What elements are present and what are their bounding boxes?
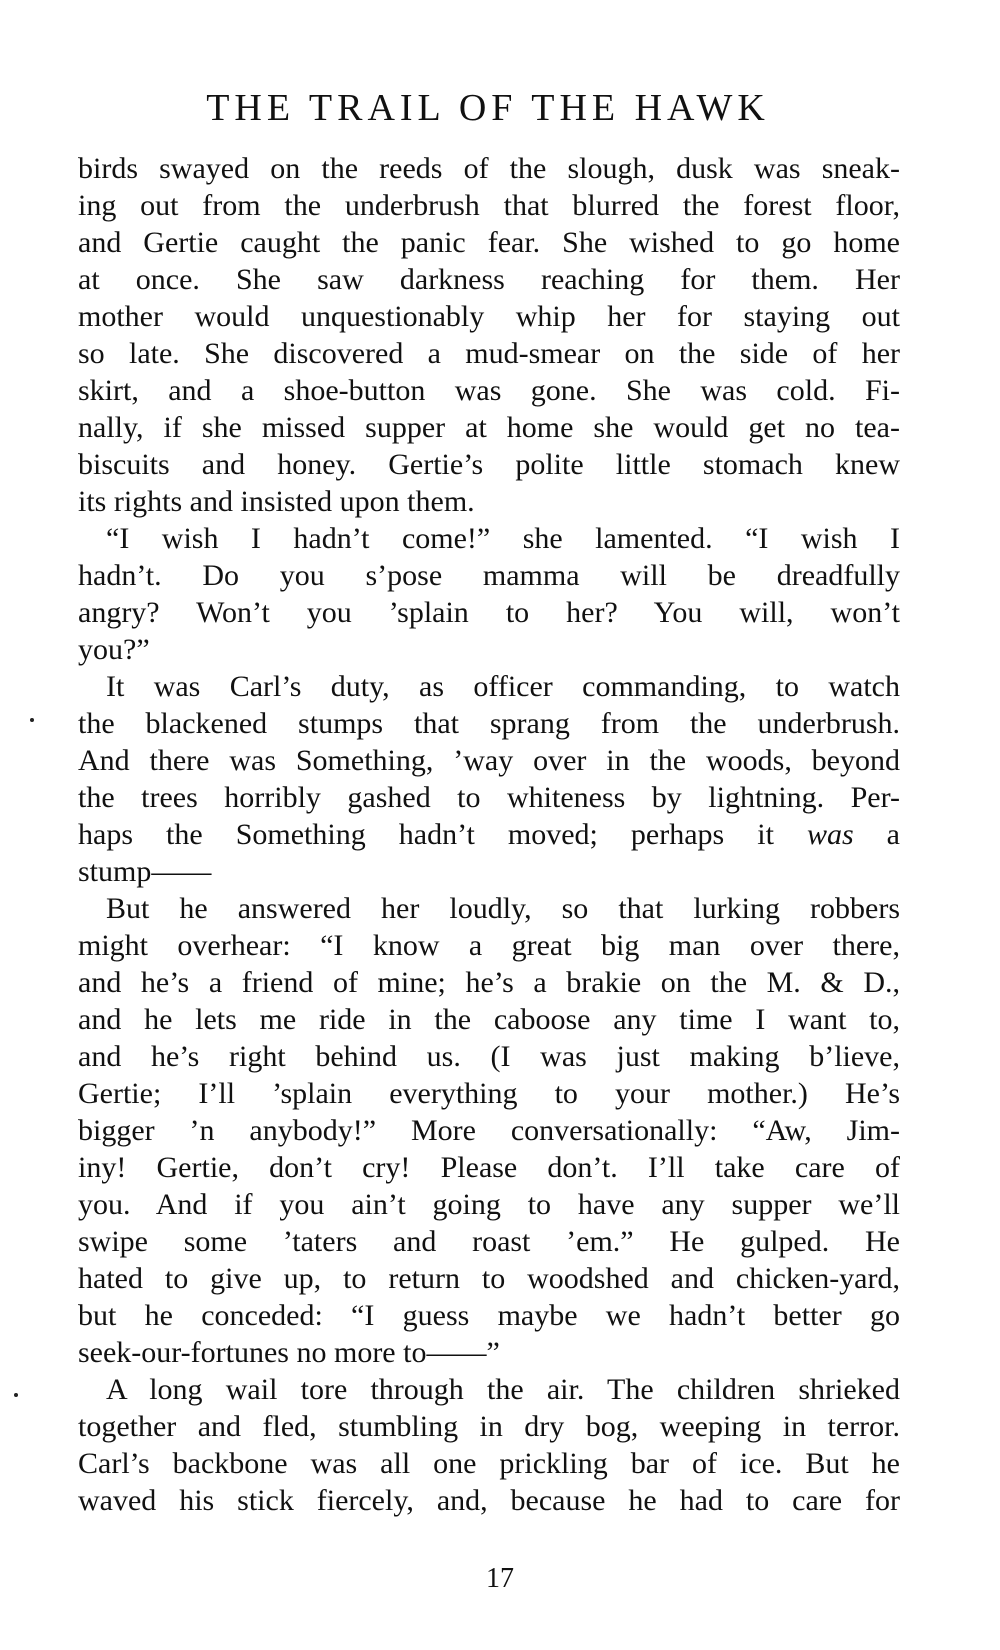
page-number: 17 [486, 1563, 514, 1594]
text-line: seek-our-fortunes no more to——” [78, 1336, 500, 1369]
text-line: its rights and insisted upon them. [78, 485, 475, 518]
paragraph-start-line: It was Carl’s duty, as officer commanding, to watch [106, 670, 900, 703]
text-line: the trees horribly gashed to whiteness by lightning. Per- [78, 781, 900, 814]
text-line: hadn’t. Do you s’pose mamma will be dreadfully [78, 559, 900, 592]
text-line: so late. She discovered a mud-smear on the side of her [78, 337, 900, 370]
text-line: together and fled, stumbling in dry bog, weeping in terror. [78, 1410, 900, 1443]
text-line: swipe some ’taters and roast ’em.” He gulped. He [78, 1225, 900, 1258]
text-line: you. And if you ain’t going to have any supper we’ll [78, 1188, 900, 1221]
text-line: iny! Gertie, don’t cry! Please don’t. I’ll take care of [78, 1151, 900, 1184]
text-line: nally, if she missed supper at home she would get no tea- [78, 411, 900, 444]
emphasis-word: was [806, 818, 854, 851]
text-line: and Gertie caught the panic fear. She wished to go home [78, 226, 900, 259]
text-line: biscuits and honey. Gertie’s polite little stomach knew [78, 448, 900, 481]
text-line: waved his stick fiercely, and, because he had to care for [78, 1484, 900, 1517]
text-line: skirt, and a shoe-button was gone. She was cold. Fi- [78, 374, 900, 407]
text-line: and he’s a friend of mine; he’s a brakie on the M. & D., [78, 966, 900, 999]
scan-speck [14, 1393, 18, 1397]
text-line: and he’s right behind us. (I was just making b’lieve, [78, 1040, 900, 1073]
scan-speck [30, 718, 34, 722]
text-line: And there was Something, ’way over in the woods, beyond [78, 744, 900, 777]
paragraph-start-line: A long wail tore through the air. The children shrieked [106, 1373, 900, 1406]
text-line: bigger ’n anybody!” More conversationally: “Aw, Jim- [78, 1114, 900, 1147]
text-line: but he conceded: “I guess maybe we hadn’t better go [78, 1299, 900, 1332]
text-line: at once. She saw darkness reaching for them. Her [78, 263, 900, 296]
text-line: haps the Something hadn’t moved; perhaps it was a [78, 818, 900, 851]
text-line: you?” [78, 633, 150, 666]
text-line: hated to give up, to return to woodshed and chicken-yard, [78, 1262, 900, 1295]
text-line: birds swayed on the reeds of the slough, dusk was sneak- [78, 152, 900, 185]
text-line: angry? Won’t you ’splain to her? You will, won’t [78, 596, 900, 629]
running-head-title: THE TRAIL OF THE HAWK [206, 87, 770, 129]
paragraph-start-line: But he answered her loudly, so that lurking robbers [106, 892, 900, 925]
text-line: the blackened stumps that sprang from the underbrush. [78, 707, 900, 740]
text-line: ing out from the underbrush that blurred the forest floor, [78, 189, 900, 222]
text-line: Gertie; I’ll ’splain everything to your mother.) He’s [78, 1077, 900, 1110]
text-line: mother would unquestionably whip her for staying out [78, 300, 900, 333]
body-text [78, 150, 900, 1519]
text-line: and he lets me ride in the caboose any time I want to, [78, 1003, 900, 1036]
text-line: Carl’s backbone was all one prickling bar of ice. But he [78, 1447, 900, 1480]
text-line: might overhear: “I know a great big man over there, [78, 929, 900, 962]
paragraph-start-line: “I wish I hadn’t come!” she lamented. “I wish I [106, 522, 900, 555]
text-line: stump—— [78, 855, 212, 888]
